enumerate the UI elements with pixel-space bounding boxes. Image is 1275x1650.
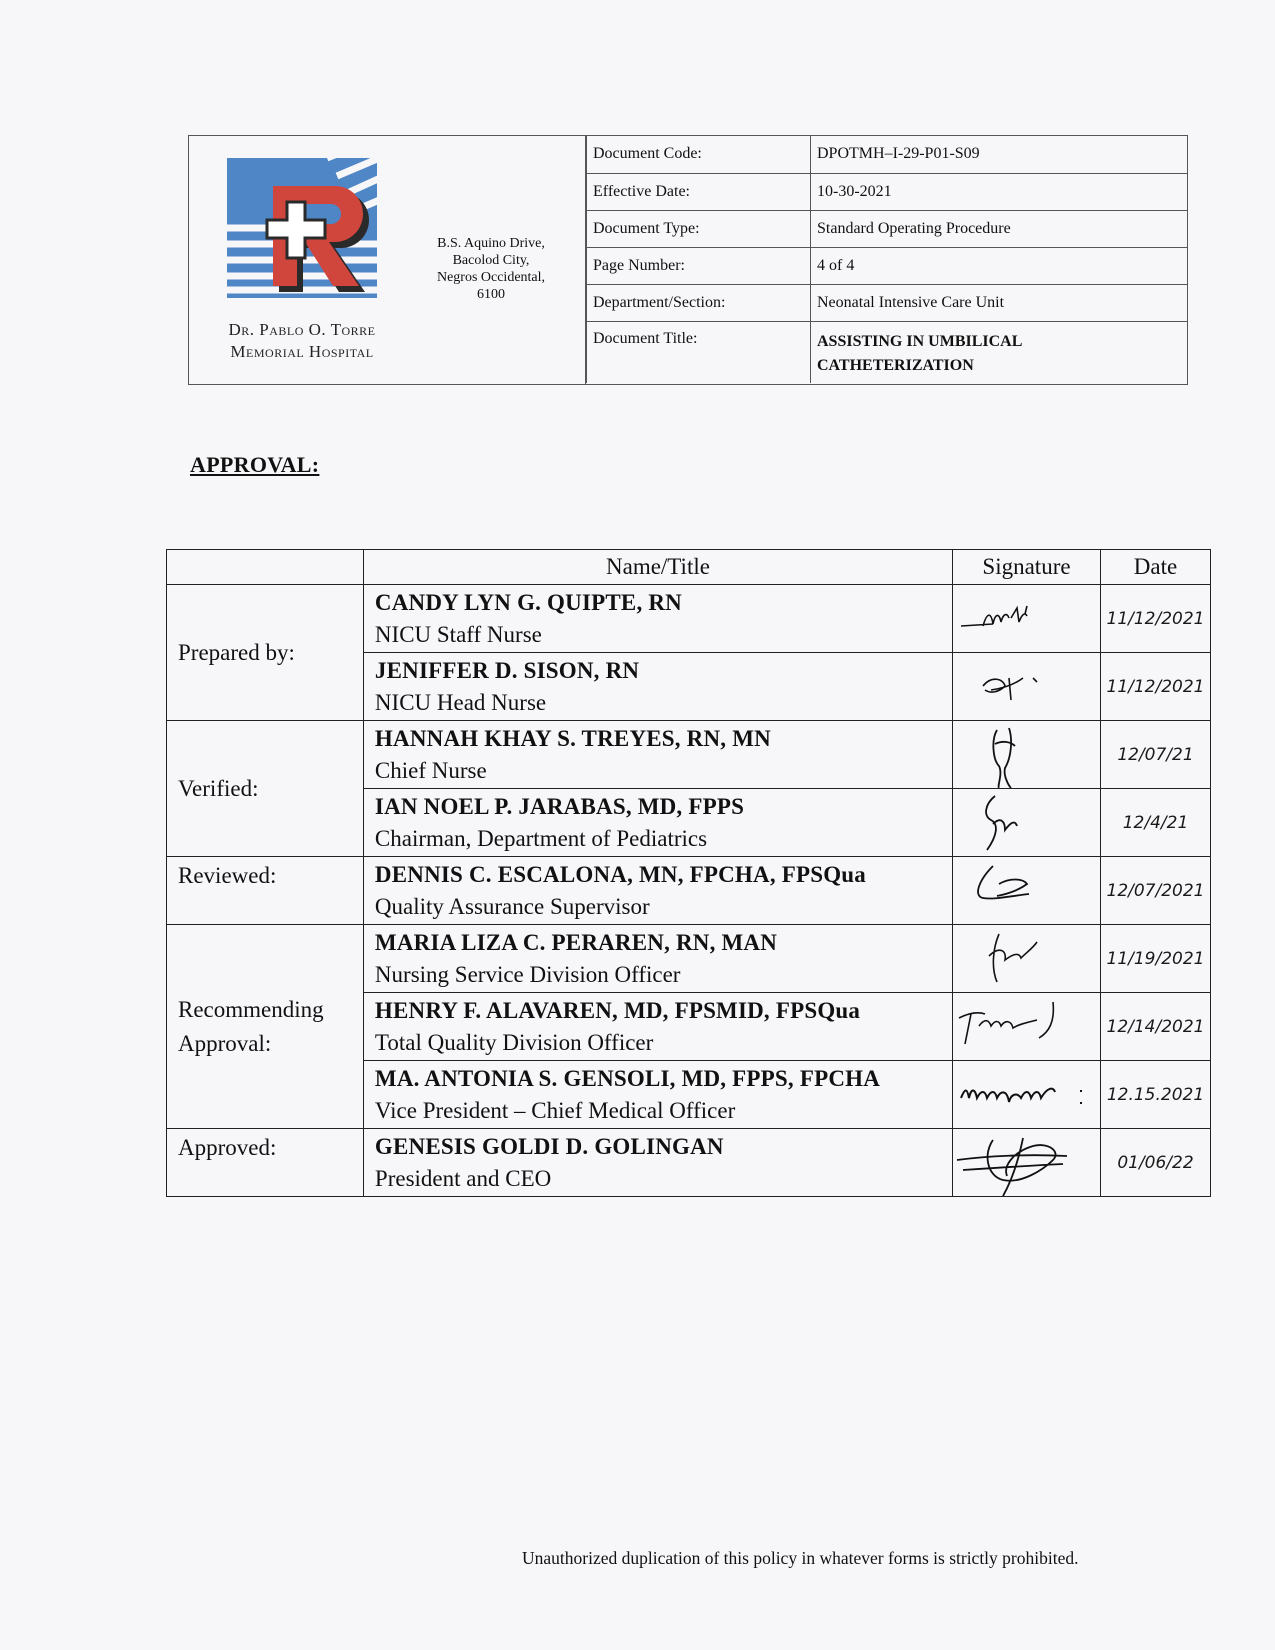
table-row xyxy=(167,721,1211,789)
name-cell xyxy=(363,653,952,721)
signature-icon xyxy=(953,790,1099,856)
hospital-name-line2: Memorial Hospital xyxy=(230,342,374,361)
signature-icon xyxy=(953,1130,1099,1196)
signatory-title: NICU Head Nurse xyxy=(374,689,547,715)
meta-label: Page Number: xyxy=(587,247,811,284)
signature-icon xyxy=(953,586,1099,652)
signatory-title: NICU Staff Nurse xyxy=(374,621,542,647)
signature-cell xyxy=(953,857,1101,925)
meta-value: Standard Operating Procedure xyxy=(811,210,1188,247)
signatory-title: Chairman, Department of Pediatrics xyxy=(374,825,708,851)
date-cell: 12/07/21 xyxy=(1101,721,1211,789)
signatory-title: Quality Assurance Supervisor xyxy=(374,893,650,919)
approval-header-row xyxy=(167,550,1211,585)
signatory-title: President and CEO xyxy=(374,1165,552,1191)
address-line: B.S. Aquino Drive, xyxy=(437,236,545,251)
date-cell: 12/14/2021 xyxy=(1101,993,1211,1061)
meta-value: 10-30-2021 xyxy=(811,173,1188,210)
signatory-name: HENRY F. ALAVAREN, MD, FPSMID, FPSQua xyxy=(374,997,861,1023)
signature-cell xyxy=(953,721,1101,789)
meta-value: Neonatal Intensive Care Unit xyxy=(811,284,1188,321)
role-column-header xyxy=(167,550,364,585)
signature-icon xyxy=(953,994,1099,1060)
meta-label: Department/Section: xyxy=(587,284,811,321)
document-meta-table xyxy=(586,136,1187,383)
address-line: Bacolod City, xyxy=(452,253,530,268)
signatory-name: CANDY LYN G. QUIPTE, RN xyxy=(374,589,682,615)
signatory-name: MA. ANTONIA S. GENSOLI, MD, FPPS, FPCHA xyxy=(374,1065,881,1091)
role-recommending-line2: Approval: xyxy=(178,1030,272,1056)
date-column-header: Date xyxy=(1101,550,1211,585)
table-row xyxy=(167,1129,1211,1197)
address-line: 6100 xyxy=(477,287,505,302)
meta-row xyxy=(587,136,1188,173)
approval-table xyxy=(166,549,1211,1197)
table-row xyxy=(167,925,1211,993)
hospital-logo-icon xyxy=(227,158,389,308)
role-reviewed: Reviewed: xyxy=(167,857,364,925)
signatory-name: IAN NOEL P. JARABAS, MD, FPPS xyxy=(374,793,745,819)
address-line: Negros Occidental, xyxy=(436,270,546,285)
name-cell xyxy=(363,585,952,653)
document-header xyxy=(188,135,1188,385)
meta-label: Document Type: xyxy=(587,210,811,247)
signature-icon xyxy=(953,1062,1099,1128)
signature-cell xyxy=(953,993,1101,1061)
meta-label: Document Code: xyxy=(587,136,811,173)
table-row xyxy=(167,857,1211,925)
role-recommending-approval xyxy=(167,925,364,1129)
date-cell: 11/12/2021 xyxy=(1101,585,1211,653)
meta-label: Effective Date: xyxy=(587,173,811,210)
document-title-line2: CATHETERIZATION xyxy=(817,356,974,374)
hospital-address xyxy=(421,235,561,303)
role-prepared: Prepared by: xyxy=(167,585,364,721)
signatory-name: DENNIS C. ESCALONA, MN, FPCHA, FPSQua xyxy=(374,861,866,887)
name-cell xyxy=(363,721,952,789)
signatory-title: Vice President – Chief Medical Officer xyxy=(374,1097,736,1123)
date-cell: 11/12/2021 xyxy=(1101,653,1211,721)
meta-label: Document Title: xyxy=(587,321,811,383)
meta-row xyxy=(587,210,1188,247)
table-row xyxy=(167,585,1211,653)
signature-column-header: Signature xyxy=(953,550,1101,585)
name-cell xyxy=(363,1129,952,1197)
signatory-title: Nursing Service Division Officer xyxy=(374,961,681,987)
name-column-header: Name/Title xyxy=(363,550,952,585)
name-cell xyxy=(363,857,952,925)
role-verified: Verified: xyxy=(167,721,364,857)
date-cell: 11/19/2021 xyxy=(1101,925,1211,993)
date-cell: 01/06/22 xyxy=(1101,1129,1211,1197)
meta-row xyxy=(587,321,1188,383)
signature-cell xyxy=(953,585,1101,653)
name-cell xyxy=(363,925,952,993)
signatory-name: MARIA LIZA C. PERAREN, RN, MAN xyxy=(374,929,778,955)
role-approved: Approved: xyxy=(167,1129,364,1197)
meta-row xyxy=(587,247,1188,284)
meta-row xyxy=(587,173,1188,210)
name-cell xyxy=(363,993,952,1061)
role-recommending-line1: Recommending xyxy=(178,996,324,1022)
signature-cell xyxy=(953,653,1101,721)
signature-icon xyxy=(953,654,1099,720)
document-title-line1: ASSISTING IN UMBILICAL xyxy=(817,332,1023,350)
signature-icon xyxy=(953,858,1099,924)
name-cell xyxy=(363,1061,952,1129)
signatory-name: HANNAH KHAY S. TREYES, RN, MN xyxy=(374,725,771,751)
signatory-name: JENIFFER D. SISON, RN xyxy=(374,657,640,683)
meta-row xyxy=(587,284,1188,321)
signature-cell xyxy=(953,925,1101,993)
signature-icon xyxy=(953,926,1099,992)
hospital-name-line1: Dr. Pablo O. Torre xyxy=(228,320,376,339)
logo-cell xyxy=(189,136,586,384)
date-cell: 12/4/21 xyxy=(1101,789,1211,857)
name-cell xyxy=(363,789,952,857)
signature-cell xyxy=(953,789,1101,857)
hospital-name xyxy=(197,319,407,363)
meta-value: DPOTMH–I-29-P01-S09 xyxy=(811,136,1188,173)
signature-cell xyxy=(953,1061,1101,1129)
meta-value: 4 of 4 xyxy=(811,247,1188,284)
date-cell: 12.15.2021 xyxy=(1101,1061,1211,1129)
signatory-title: Total Quality Division Officer xyxy=(374,1029,654,1055)
signature-icon xyxy=(953,722,1099,788)
footer-notice: Unauthorized duplication of this policy in whatever forms is strictly prohibited. xyxy=(522,1548,1079,1568)
signatory-name: GENESIS GOLDI D. GOLINGAN xyxy=(374,1133,724,1159)
date-cell: 12/07/2021 xyxy=(1101,857,1211,925)
meta-value-title xyxy=(811,321,1188,383)
signature-cell xyxy=(953,1129,1101,1197)
approval-heading: APPROVAL: xyxy=(190,452,320,477)
signatory-title: Chief Nurse xyxy=(374,757,487,783)
